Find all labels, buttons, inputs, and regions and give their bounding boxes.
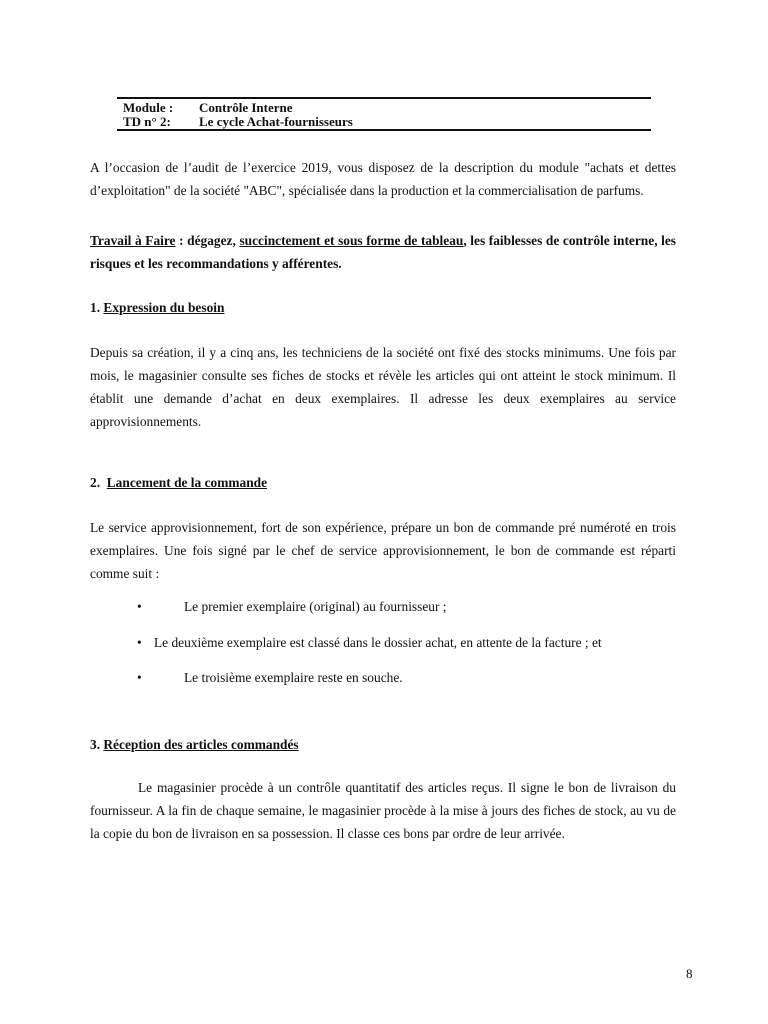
td-row [117,115,651,129]
section-1-heading [90,299,676,317]
list-item [137,598,447,616]
section-3-body [90,776,676,845]
section-2-body [90,516,676,585]
section-1-text: Depuis sa création, il y a cinq ans, les techniciens de la société ont fixé des stocks minimums. Une fois par mois, le magasinier consulte ses fiches de stocks et révèle les articles qui ont atteint le stock minimum. Il établit une demande d’achat en deux exemplaires. Il adresse les deux exemplaires au service approvisionnements. [90,345,676,429]
list-item-text: Le deuxième exemplaire est classé dans le dossier achat, en attente de la facture ; et [154,635,602,650]
section-3-number: 3. [90,737,104,752]
section-2-number: 2. [90,475,107,490]
list-item-text: Le premier exemplaire (original) au fournisseur ; [184,599,447,614]
bullet-icon: • [137,635,142,650]
section-1-number: 1. [90,300,104,315]
task-paragraph [90,229,676,275]
section-2-text: Le service approvisionnement, fort de son expérience, prépare un bon de commande pré numéroté en trois exemplaires. Une fois signé par le chef de service approvisionnement, le bon de commande est réparti comme suit : [90,520,676,581]
section-3-title: Réception des articles commandés [103,737,299,752]
intro-paragraph [90,156,676,202]
section-2-heading [90,474,676,492]
task-text [90,229,676,275]
section-1-title: Expression du besoin [103,300,225,315]
document-header [117,97,651,131]
section-2-title: Lancement de la commande [106,475,268,490]
task-colon: : dégagez, [175,233,240,248]
list-item-text: Le troisième exemplaire reste en souche. [184,670,403,685]
td-label: TD n° 2: [123,114,171,129]
module-value: Contrôle Interne [199,100,293,115]
section-3-text: Le magasinier procède à un contrôle quantitatif des articles reçus. Il signe le bon de livraison du fournisseur. A la fin de chaque semaine, le magasinier procède à la mise à jours des fiches de stock, au vu de la copie du bon de livraison en sa possession. Il classe ces bons par ordre de leur arrivée. [90,780,676,841]
section-3-heading [90,736,676,754]
module-row [117,101,651,115]
list-item [137,669,403,687]
task-rest: , les faiblesses de contrôle interne, les risques et les recommandations y afférentes. [90,233,677,271]
bullet-icon: • [137,670,142,685]
section-1-body [90,341,676,433]
td-value: Le cycle Achat-fournisseurs [199,114,353,129]
task-emphasis: succinctement et sous forme de tableau [239,233,464,248]
bullet-icon: • [137,599,142,614]
task-label: Travail à Faire [90,233,176,248]
list-item [137,634,602,652]
module-label: Module : [123,100,174,115]
page-number: 8 [686,966,693,981]
intro-text: A l’occasion de l’audit de l’exercice 2019, vous disposez de la description du module "achats et dettes d’exploitation" de la société "ABC", spécialisée dans la production et la commercialisation de parfums. [90,160,676,198]
